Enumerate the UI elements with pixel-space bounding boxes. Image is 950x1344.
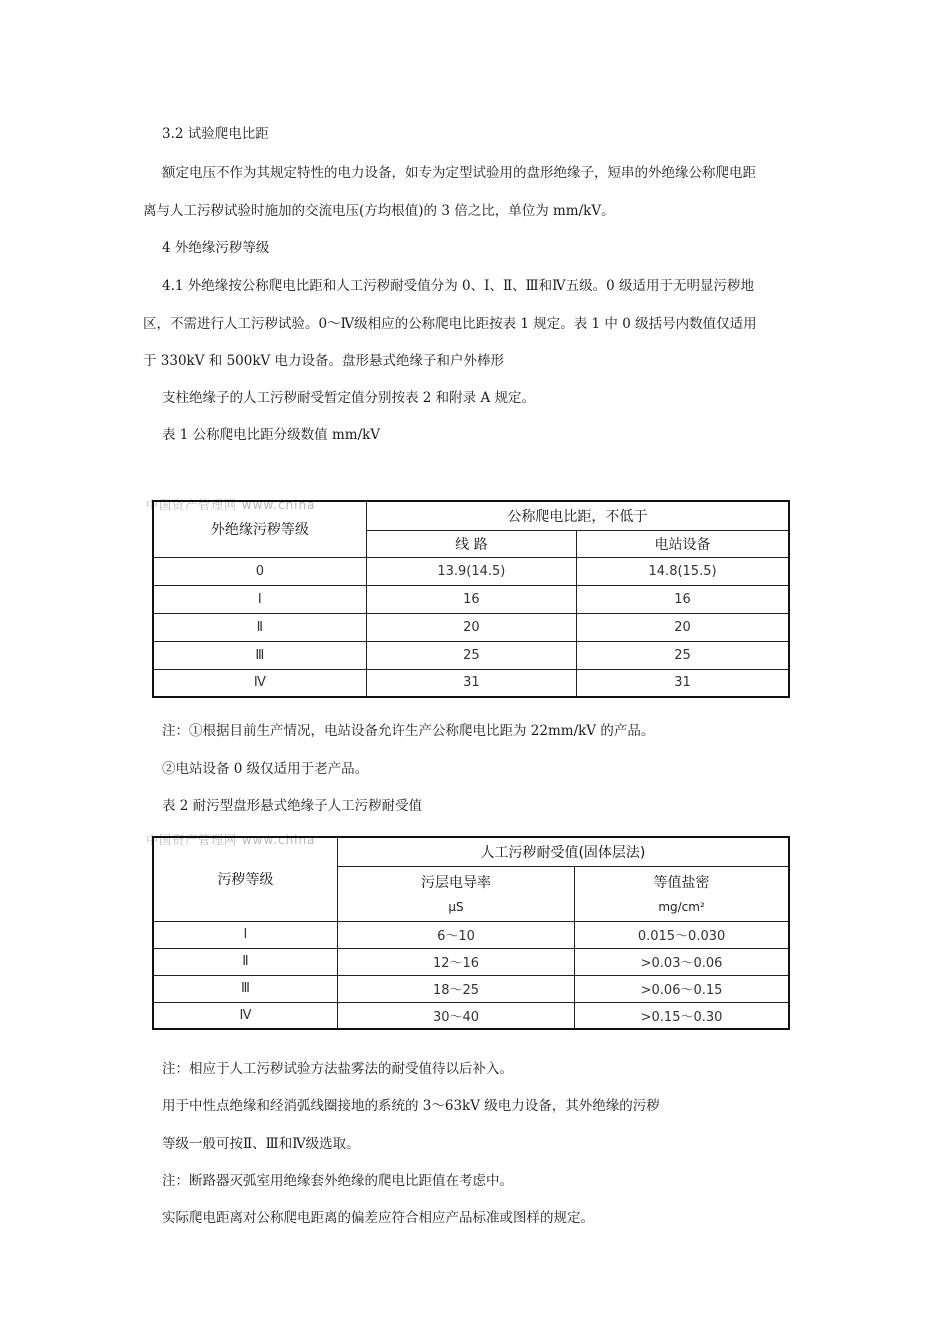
table-2	[152, 836, 790, 1030]
paragraph-line: 4.1 外绝缘按公称爬电比距和人工污秽耐受值分为 0、Ⅰ、Ⅱ、Ⅲ和Ⅳ五级。0 级适用于无明显污秽地	[162, 278, 755, 294]
table-row	[153, 669, 789, 697]
table-row	[153, 1002, 789, 1029]
table-row	[153, 921, 789, 948]
header-conductivity	[337, 866, 574, 921]
cell-line: 16	[366, 585, 576, 613]
cell-level: Ⅰ	[153, 585, 366, 613]
table-row	[153, 613, 789, 641]
cell-station: 14.8(15.5)	[577, 557, 789, 585]
table1-note-1: 注：①根据目前生产情况，电站设备允许生产公称爬电比距为 22mm/kV 的产品。	[162, 723, 655, 739]
header-salt	[575, 866, 789, 921]
cell-salt: >0.06～0.15	[575, 975, 789, 1002]
cell-line: 20	[366, 613, 576, 641]
table-row	[153, 948, 789, 975]
cell-level: Ⅳ	[153, 1002, 337, 1029]
cell-station: 20	[577, 613, 789, 641]
header-conductivity-label: 污层电导率	[420, 874, 491, 891]
header-group: 人工污秽耐受值(固体层法)	[337, 837, 789, 866]
cell-conductivity: 30～40	[337, 1002, 574, 1029]
cell-level: Ⅰ	[153, 921, 337, 948]
header-conductivity-unit: μS	[448, 899, 464, 914]
paragraph-line: 于 330kV 和 500kV 电力设备。盘形悬式绝缘子和户外棒形	[143, 353, 505, 369]
cell-station: 25	[577, 641, 789, 669]
header-line: 线 路	[366, 530, 576, 557]
cell-salt: >0.15～0.30	[575, 1002, 789, 1029]
cell-line: 31	[366, 669, 576, 697]
cell-level: Ⅲ	[153, 975, 337, 1002]
cell-station: 31	[577, 669, 789, 697]
paragraph-line: 实际爬电距离对公称爬电距离的偏差应符合相应产品标准或图样的规定。	[162, 1210, 594, 1226]
cell-conductivity: 12～16	[337, 948, 574, 975]
table-row	[153, 975, 789, 1002]
table-row	[153, 641, 789, 669]
cell-level: Ⅳ	[153, 669, 366, 697]
header-group: 公称爬电比距，不低于	[366, 501, 789, 530]
cell-line: 25	[366, 641, 576, 669]
table-row	[153, 585, 789, 613]
cell-level: Ⅲ	[153, 641, 366, 669]
section-heading-4: 4 外绝缘污秽等级	[162, 240, 270, 256]
table-row	[153, 557, 789, 585]
header-level: 污秽等级	[153, 837, 337, 921]
table1-note-2: ②电站设备 0 级仅适用于老产品。	[162, 761, 369, 777]
note-breaker: 注：断路器灭弧室用绝缘套外绝缘的爬电比距值在考虑中。	[162, 1173, 513, 1189]
cell-salt: >0.03～0.06	[575, 948, 789, 975]
header-salt-label: 等值盐密	[653, 874, 710, 891]
table1-caption: 表 1 公称爬电比距分级数值 mm/kV	[162, 427, 381, 443]
paragraph-line: 额定电压不作为其规定特性的电力设备，如专为定型试验用的盘形绝缘子，短串的外绝缘公称爬电距	[162, 165, 756, 181]
paragraph-line: 支柱绝缘子的人工污秽耐受暂定值分别按表 2 和附录 A 规定。	[162, 390, 536, 406]
watermark: 中国资产管理网 www.china	[146, 833, 316, 847]
table2-caption: 表 2 耐污型盘形悬式绝缘子人工污秽耐受值	[162, 798, 423, 814]
paragraph-line: 用于中性点绝缘和经消弧线圈接地的系统的 3～63kV 级电力设备，其外绝缘的污秽	[162, 1098, 660, 1114]
cell-level: Ⅱ	[153, 948, 337, 975]
cell-conductivity: 6～10	[337, 921, 574, 948]
cell-line: 13.9(14.5)	[366, 557, 576, 585]
paragraph-line: 等级一般可按Ⅱ、Ⅲ和Ⅳ级选取。	[162, 1136, 360, 1152]
cell-conductivity: 18～25	[337, 975, 574, 1002]
table2-note: 注：相应于人工污秽试验方法盐雾法的耐受值待以后补入。	[162, 1061, 513, 1077]
paragraph-line: 区，不需进行人工污秽试验。0～Ⅳ级相应的公称爬电比距按表 1 规定。表 1 中 0 级括号内数值仅适用	[143, 316, 757, 332]
paragraph-line: 离与人工污秽试验时施加的交流电压(方均根值)的 3 倍之比，单位为 mm/kV。	[143, 203, 615, 219]
header-station: 电站设备	[577, 530, 789, 557]
cell-station: 16	[577, 585, 789, 613]
table-1	[152, 500, 790, 698]
cell-salt: 0.015～0.030	[575, 921, 789, 948]
cell-level: Ⅱ	[153, 613, 366, 641]
cell-level: 0	[153, 557, 366, 585]
section-heading-3-2: 3.2 试验爬电比距	[162, 126, 269, 142]
header-level: 外绝缘污秽等级	[153, 501, 366, 557]
header-salt-unit: mg/cm²	[658, 899, 705, 914]
watermark: 中国资产管理网 www.china	[146, 498, 316, 512]
